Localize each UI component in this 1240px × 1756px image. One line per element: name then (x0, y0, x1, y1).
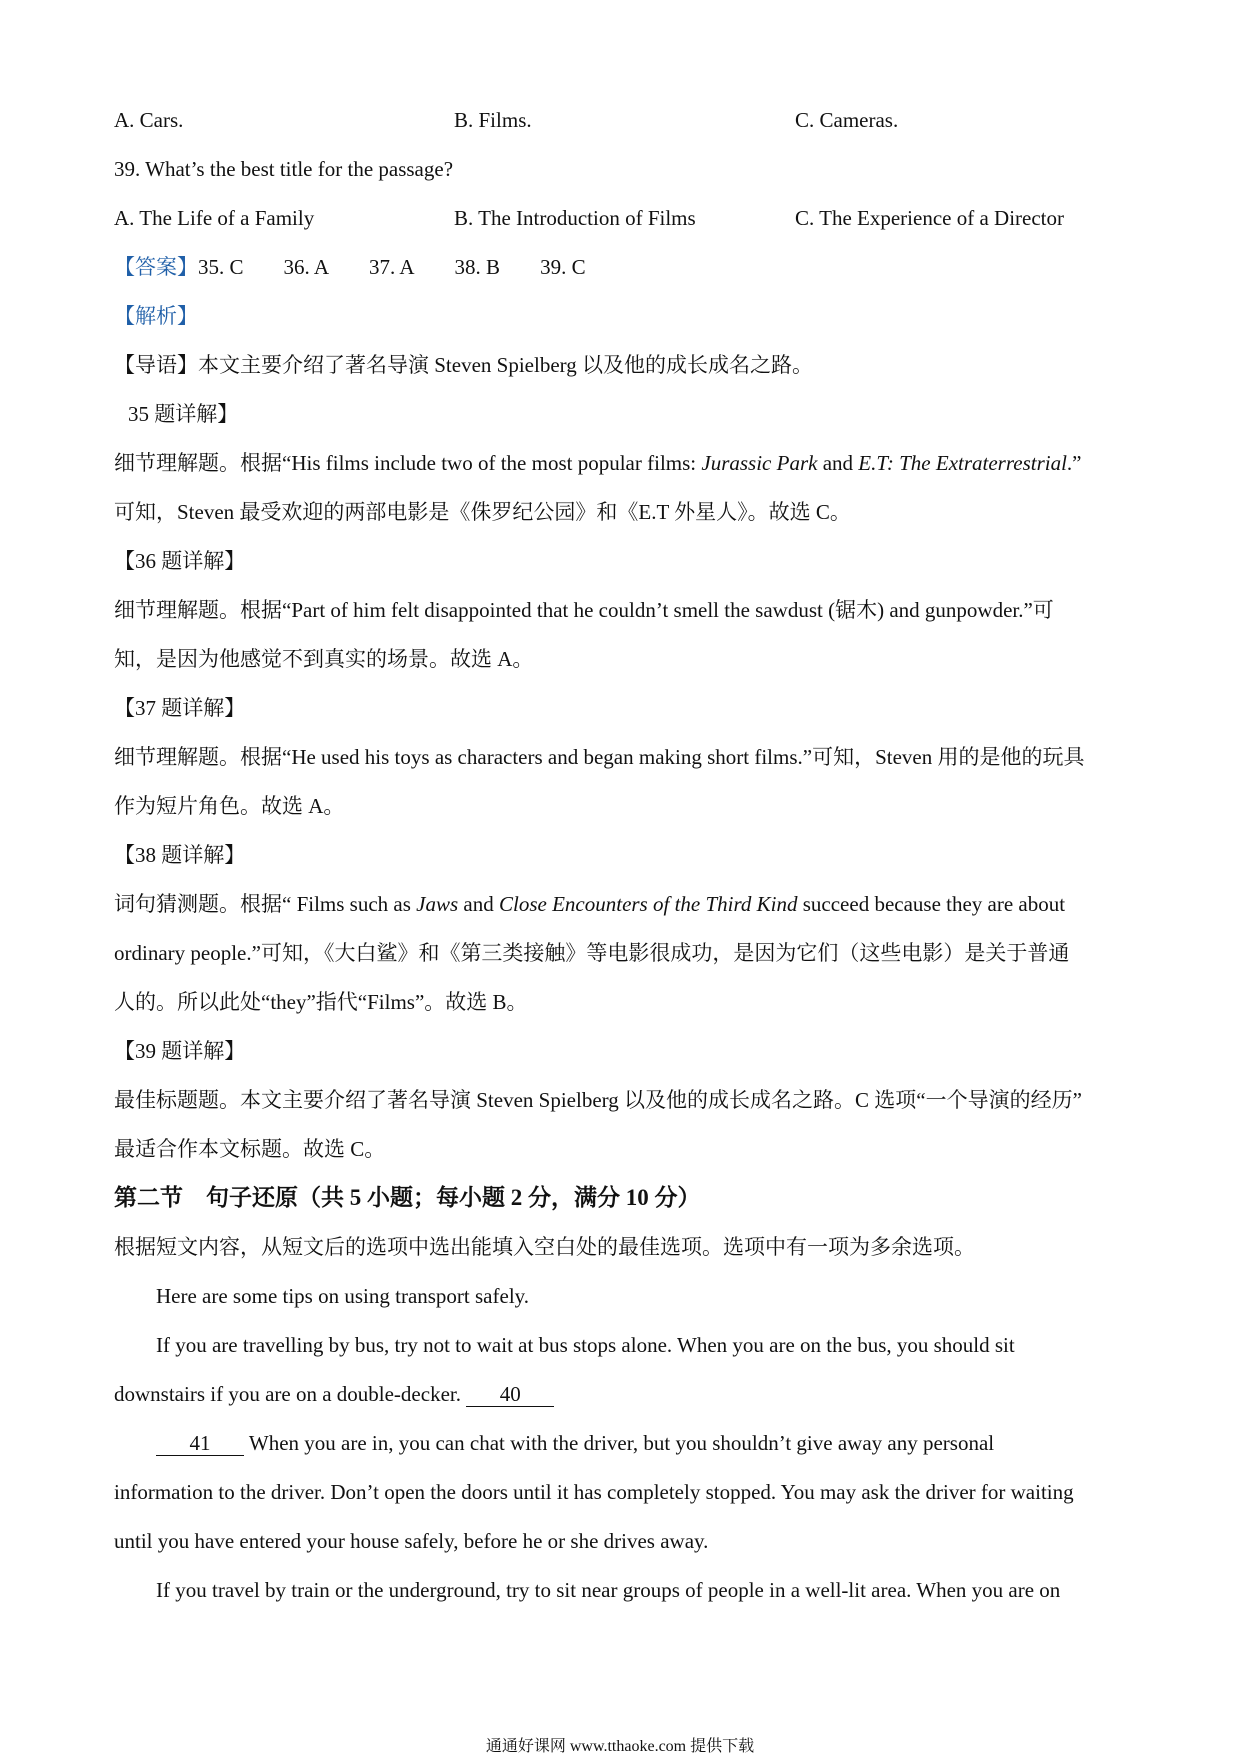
detail-35-title: 35 题详解】 (128, 402, 239, 426)
detail-39-line1: 最佳标题题。本文主要介绍了著名导演 Steven Spielberg 以及他的成长成名之路。C 选项“一个导演的经历” (114, 1088, 1082, 1112)
detail-37-title: 【37 题详解】 (114, 696, 246, 720)
answer-item: 38. B (454, 255, 501, 279)
film-title: Jurassic Park (701, 451, 818, 475)
detail-35-line1 (114, 453, 1082, 474)
detail-39-title: 【39 题详解】 (114, 1039, 246, 1063)
q39-option-c: C. The Experience of a Director (795, 206, 1064, 230)
detail-38-line1 (114, 894, 1065, 915)
answer-line (114, 257, 626, 278)
film-title: E.T: The Extraterrestrial (858, 451, 1067, 475)
film-title: Jaws (416, 892, 459, 916)
detail-39-line2: 最适合作本文标题。故选 C。 (114, 1137, 386, 1161)
answer-item: 39. C (540, 255, 586, 279)
text-run: 细节理解题。根据“His films include two of the most popular films: (114, 451, 702, 475)
passage-paragraph-2-line1: If you are travelling by bus, try not to wait at bus stops alone. When you are on the bus, you should sit (156, 1333, 1015, 1357)
answer-item: 37. A (369, 255, 415, 279)
detail-36-title: 【36 题详解】 (114, 549, 246, 573)
q39-option-a: A. The Life of a Family (114, 206, 315, 230)
detail-35-line2: 可知，Steven 最受欢迎的两部电影是《侏罗纪公园》和《E.T 外星人》。故选 C。 (114, 500, 851, 524)
footer-text: 通通好课网 www.tthaoke.com 提供下载 (485, 1738, 755, 1755)
detail-38-line2: ordinary people.”可知，《大白鲨》和《第三类接触》等电影很成功，是因为它们（这些电影）是关于普通 (114, 941, 1070, 965)
detail-36-line1: 细节理解题。根据“Part of him felt disappointed that he couldn’t smell the sawdust (锯木) and gunpowder.”可 (114, 598, 1054, 622)
answer-item: 36. A (283, 255, 330, 279)
q39-option-b: B. The Introduction of Films (454, 206, 696, 230)
blank-41: 41 (156, 1433, 244, 1456)
section-heading: 第二节 句子还原（共 5 小题；每小题 2 分，满分 10 分） (114, 1185, 701, 1210)
intro-text: 【导语】本文主要介绍了著名导演 Steven Spielberg 以及他的成长成名之路。 (114, 353, 814, 377)
q38-option-b: B. Films. (454, 108, 532, 132)
text-run: 词句猜测题。根据“ Films such as (114, 892, 417, 916)
detail-38-line3: 人的。所以此处“they”指代“Films”。故选 B。 (114, 990, 528, 1014)
detail-37-line1: 细节理解题。根据“He used his toys as characters and began making short films.”可知，Steven 用的是他的玩具 (114, 745, 1085, 769)
analysis-label: 【解析】 (114, 304, 198, 328)
answer-label: 【答案】 (114, 255, 198, 279)
q38-option-a: A. Cars. (114, 108, 184, 132)
detail-37-line2: 作为短片角色。故选 A。 (114, 794, 345, 818)
passage-paragraph-3-line2: information to the driver. Don’t open the doors until it has completely stopped. You may ask the driver for waiting (114, 1480, 1074, 1504)
passage-paragraph-4-line1: If you travel by train or the underground, try to sit near groups of people in a well-lit area. When you are on (156, 1578, 1061, 1602)
passage-paragraph-1: Here are some tips on using transport safely. (156, 1284, 530, 1308)
detail-36-line2: 知，是因为他感觉不到真实的场景。故选 A。 (114, 647, 534, 671)
text-run: downstairs if you are on a double-decker. (114, 1382, 467, 1406)
answer-item: 35. C (198, 255, 244, 279)
section-instruction: 根据短文内容，从短文后的选项中选出能填入空白处的最佳选项。选项中有一项为多余选项。 (114, 1235, 975, 1259)
text-run: .” (1066, 451, 1082, 475)
passage-paragraph-3-line3: until you have entered your house safely, before he or she drives away. (114, 1529, 709, 1553)
text-run: and (458, 892, 499, 916)
passage-paragraph-3-line1 (156, 1433, 994, 1456)
passage-paragraph-2-line2 (114, 1384, 554, 1407)
text-run: succeed because they are about (797, 892, 1066, 916)
blank-40: 40 (466, 1384, 554, 1407)
q39-question: 39. What’s the best title for the passage? (114, 157, 454, 181)
text-run: When you are in, you can chat with the driver, but you shouldn’t give away any personal (244, 1431, 995, 1455)
film-title: Close Encounters of the Third Kind (499, 892, 798, 916)
text-run: and (817, 451, 859, 475)
detail-38-title: 【38 题详解】 (114, 843, 246, 867)
q38-option-c: C. Cameras. (795, 108, 899, 132)
